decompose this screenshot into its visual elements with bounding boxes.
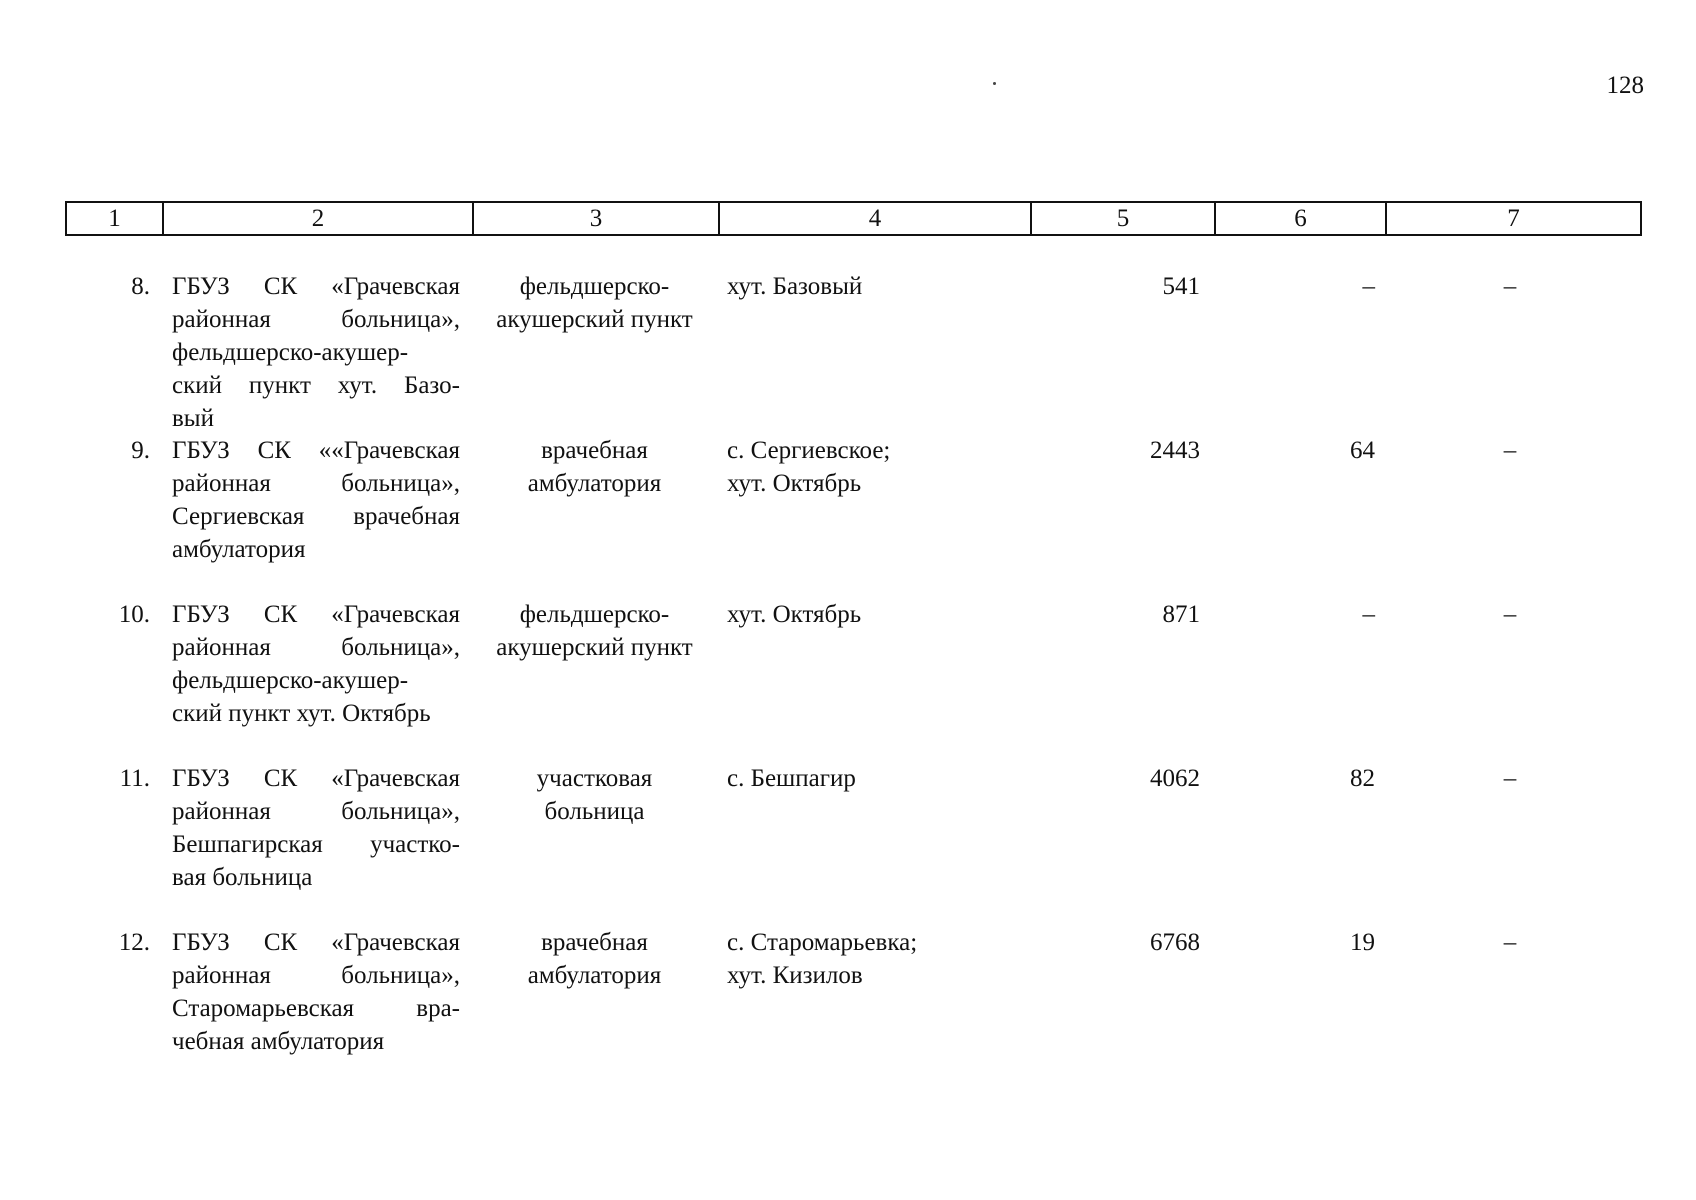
institution-type-line: амбулатория xyxy=(527,470,662,497)
table-row xyxy=(0,270,1696,434)
column-6-value: – xyxy=(1362,601,1375,628)
institution-name-line: чебная амбулатория xyxy=(172,1028,385,1055)
institution-name-line: ский пункт хут. Базо- xyxy=(172,372,460,399)
header-cell-6: 6 xyxy=(1215,202,1386,235)
served-locality-line: с. Сергиевское; xyxy=(727,437,891,464)
served-locality-line: с. Бешпагир xyxy=(727,765,856,792)
column-6-value: 64 xyxy=(1350,437,1375,464)
header-row xyxy=(66,202,1641,235)
served-locality xyxy=(727,598,1027,631)
institution-name-line: районная больница», xyxy=(172,634,460,661)
institution-name xyxy=(172,434,460,566)
institution-type-line: акушерский пункт xyxy=(496,306,693,333)
institution-name-line: ГБУЗ СК «Грачевская xyxy=(172,929,460,956)
served-locality-line: хут. Октябрь xyxy=(727,470,862,497)
institution-name-line: фельдшерско-акушер- xyxy=(172,339,409,366)
header-cell-7: 7 xyxy=(1386,202,1641,235)
institution-type-line: участковая xyxy=(536,765,653,792)
served-locality-line: хут. Кизилов xyxy=(727,962,863,989)
column-6-value: – xyxy=(1362,273,1375,300)
scan-speck xyxy=(993,82,996,85)
institution-name-line: вая больница xyxy=(172,864,313,891)
institution-name xyxy=(172,598,460,730)
column-6-value: 19 xyxy=(1350,929,1375,956)
institution-name-line: ский пункт хут. Октябрь xyxy=(172,700,431,727)
institution-name-line: Старомарьевская вра- xyxy=(172,995,460,1022)
table-body xyxy=(0,270,1696,1090)
row-number: 12. xyxy=(118,929,150,956)
table-row xyxy=(0,926,1696,1090)
row-number: 11. xyxy=(119,765,150,792)
served-locality xyxy=(727,762,1027,795)
table-row xyxy=(0,598,1696,762)
column-7-value: – xyxy=(1503,273,1517,300)
institution-type-line: врачебная xyxy=(541,437,648,464)
institution-type-line: врачебная xyxy=(541,929,648,956)
institution-type-line: амбулатория xyxy=(527,962,662,989)
institution-name xyxy=(172,762,460,894)
institution-type xyxy=(477,762,712,828)
institution-name-line: вый xyxy=(172,405,214,432)
row-number: 9. xyxy=(131,437,150,464)
served-locality xyxy=(727,434,1027,500)
institution-name xyxy=(172,270,460,435)
header-cell-5: 5 xyxy=(1031,202,1215,235)
institution-name-line: ГБУЗ СК «Грачевская xyxy=(172,273,460,300)
institution-type-line: акушерский пункт xyxy=(496,634,693,661)
institution-name-line: ГБУЗ СК «Грачевская xyxy=(172,765,460,792)
served-locality xyxy=(727,270,1027,303)
served-locality-line: хут. Базовый xyxy=(727,273,863,300)
institution-name-line: Сергиевская врачебная xyxy=(172,503,460,530)
column-number-header xyxy=(65,201,1642,236)
header-cell-1: 1 xyxy=(66,202,163,235)
institution-name-line: Бешпагирская участко- xyxy=(172,831,460,858)
institution-type-line: фельдшерско- xyxy=(519,601,670,628)
header-cell-4: 4 xyxy=(719,202,1031,235)
header-cell-3: 3 xyxy=(473,202,719,235)
institution-type xyxy=(477,926,712,992)
institution-name-line: ГБУЗ СК «Грачевская xyxy=(172,601,460,628)
row-number: 8. xyxy=(131,273,150,300)
column-6-value: 82 xyxy=(1350,765,1375,792)
population-value: 541 xyxy=(1162,273,1200,300)
institution-name-line: районная больница», xyxy=(172,798,460,825)
column-7-value: – xyxy=(1503,929,1517,956)
population-value: 2443 xyxy=(1150,437,1200,464)
column-7-value: – xyxy=(1503,601,1517,628)
institution-name-line: фельдшерско-акушер- xyxy=(172,667,409,694)
institution-type xyxy=(477,598,712,664)
served-locality-line: с. Старомарьевка; xyxy=(727,929,918,956)
table-row xyxy=(0,762,1696,926)
institution-name-line: ГБУЗ СК ««Грачевская xyxy=(172,437,460,464)
institution-name xyxy=(172,926,460,1058)
row-number: 10. xyxy=(118,601,150,628)
population-value: 871 xyxy=(1162,601,1200,628)
institution-name-line: районная больница», xyxy=(172,470,460,497)
table-row xyxy=(0,434,1696,598)
institution-name-line: районная больница», xyxy=(172,306,460,333)
institution-type xyxy=(477,434,712,500)
institution-type xyxy=(477,270,712,336)
column-7-value: – xyxy=(1503,437,1517,464)
column-7-value: – xyxy=(1503,765,1517,792)
population-value: 6768 xyxy=(1150,929,1200,956)
institution-type-line: больница xyxy=(544,798,645,825)
header-cell-2: 2 xyxy=(163,202,473,235)
population-value: 4062 xyxy=(1150,765,1200,792)
institution-type-line: фельдшерско- xyxy=(519,273,670,300)
served-locality xyxy=(727,926,1027,992)
institution-name-line: районная больница», xyxy=(172,962,460,989)
page-number: 128 xyxy=(1606,72,1644,99)
institution-name-line: амбулатория xyxy=(172,536,306,563)
served-locality-line: хут. Октябрь xyxy=(727,601,862,628)
